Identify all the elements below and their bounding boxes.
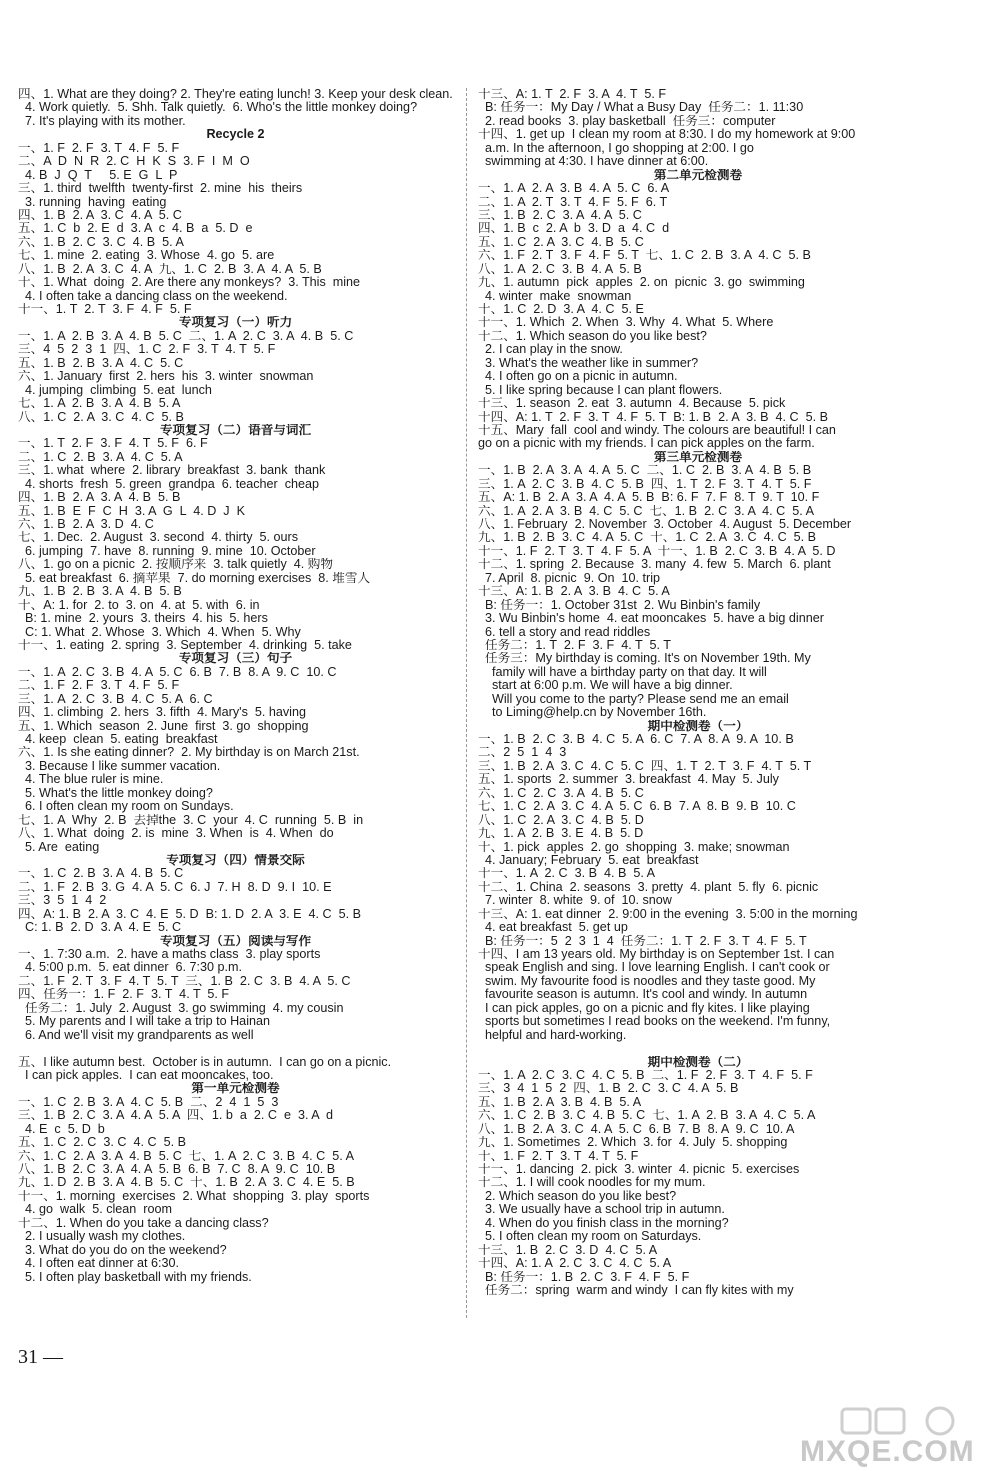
left-answer-line: 十二、1. When do you take a dancing class?	[18, 1216, 269, 1230]
left-answer-line: 四、1. What are they doing? 2. They're eating lunch! 3. Keep your desk clean.	[18, 88, 453, 101]
left-answer-line: 十一、1. eating 2. spring 3. September 4. drinking 5. take	[18, 638, 352, 652]
left-answer-line: 六、1. Is she eating dinner? 2. My birthday is on March 21st.	[18, 746, 360, 760]
left-answer-line: 4. E c 5. D b	[18, 1122, 105, 1136]
right-answer-line: 任务二：spring warm and windy I can fly kites with my	[478, 1283, 794, 1297]
left-answer-line: I can pick apples. I can eat mooncakes, too.	[18, 1068, 274, 1082]
left-answer-line: 4. B J Q T 5. E G L P	[18, 168, 178, 182]
left-answer-line: 三、4 5 2 3 1 四、1. C 2. F 3. T 4. T 5. F	[18, 343, 276, 357]
right-answer-line: 4. eat breakfast 5. get up	[478, 921, 628, 935]
left-answer-line: 三、1. A 2. C 3. B 4. C 5. A 6. C	[18, 692, 213, 706]
right-answer-line: 十三、A: 1. T 2. F 3. A 4. T 5. F	[478, 88, 667, 101]
right-answer-line: 五、A: 1. B 2. A 3. A 4. A 5. B B: 6. F 7. F 8. T 9. T 10. F	[478, 491, 820, 505]
right-answer-line: 任务三：My birthday is coming. It's on November 19th. My	[478, 652, 811, 666]
right-answer-line: 十一、1. dancing 2. pick 3. winter 4. picnic 5. exercises	[478, 1163, 800, 1176]
left-answer-line: 一、1. A 2. B 3. A 4. B 5. C 二、1. A 2. C 3. A 4. B 5. C	[18, 329, 354, 343]
right-answer-line: 二、2 5 1 4 3	[478, 746, 567, 760]
left-answer-line: 4. I often take a dancing class on the weekend.	[18, 289, 288, 303]
right-answer-line: 十四、A: 1. T 2. F 3. T 4. F 5. T B: 1. B 2. A 3. B 4. C 5. B	[478, 410, 828, 424]
right-answer-line: 2. read books 3. play basketball 任务三：computer	[478, 114, 776, 128]
right-answer-line: B: 任务一：5 2 3 1 4 任务二：1. T 2. F 3. T 4. F 5. T	[478, 934, 807, 948]
left-answer-line: 五、1. Which season 2. June first 3. go shopping	[18, 719, 309, 733]
left-answer-line: 4. jumping climbing 5. eat lunch	[18, 383, 212, 397]
right-answer-line: 3. What's the weather like in summer?	[478, 356, 699, 370]
left-answer-line: 二、1. C 2. B 3. A 4. C 5. A	[18, 450, 183, 464]
left-answer-line: 七、1. mine 2. eating 3. Whose 4. go 5. are	[18, 249, 275, 263]
right-answer-line: to Liming@help.cn by November 16th.	[478, 706, 707, 720]
section-heading: 期中检测卷（一）	[647, 719, 749, 733]
watermark-logo-icon	[840, 1405, 970, 1437]
right-answer-line: 一、1. B 2. A 3. A 4. A 5. C 二、1. C 2. B 3. A 4. B 5. B	[478, 464, 812, 478]
right-answer-line: 三、1. B 2. A 3. C 4. C 5. C 四、1. T 2. T 3. F 4. T 5. T	[478, 759, 812, 773]
left-answer-line: 5. What's the little monkey doing?	[18, 786, 213, 800]
page-number: 31 —	[18, 1346, 63, 1368]
left-answer-line: 6. jumping 7. have 8. running 9. mine 10. October	[18, 544, 316, 558]
left-answer-line: 一、1. C 2. B 3. A 4. C 5. B 二、2 4 1 5 3	[18, 1095, 279, 1109]
right-answer-line: 十三、A: 1. B 2. A 3. B 4. C 5. A	[478, 585, 670, 599]
right-answer-line: helpful and hard-working.	[478, 1028, 627, 1042]
left-answer-line: 5. My parents and I will take a trip to Hainan	[18, 1015, 270, 1029]
right-answer-line: B: 任务一：1. B 2. C 3. F 4. F 5. F	[478, 1270, 690, 1284]
right-answer-line: 5. I often clean my room on Saturdays.	[478, 1230, 702, 1244]
right-answer-line: 十、1. pick apples 2. go shopping 3. make; snowman	[478, 840, 790, 854]
right-answer-line: family will have a birthday party on that day. It will	[478, 665, 767, 679]
left-answer-line: 八、1. C 2. A 3. C 4. C 5. B	[18, 410, 184, 424]
right-answer-line: 十一、1. Which 2. When 3. Why 4. What 5. Where	[478, 316, 774, 330]
right-answer-line: 八、1. C 2. A 3. C 4. B 5. D	[478, 813, 644, 827]
right-answer-line: 十四、I am 13 years old. My birthday is on September 1st. I can	[478, 948, 835, 961]
right-answer-line: 3. We usually have a school trip in autumn.	[478, 1203, 725, 1217]
left-answer-line: 任务二：1. July 2. August 3. go swimming 4. my cousin	[18, 1001, 344, 1015]
left-answer-line: 4. shorts fresh 5. green grandpa 6. teacher cheap	[18, 477, 320, 491]
left-answer-line: 2. I usually wash my clothes.	[18, 1230, 186, 1244]
right-answer-line: 任务二：1. T 2. F 3. F 4. T 5. T	[478, 638, 671, 652]
right-answer-line: 十三、1. B 2. C 3. D 4. C 5. A	[478, 1243, 658, 1257]
right-answer-line: 十一、1. F 2. T 3. T 4. F 5. A 十一、1. B 2. C 3. B 4. A 5. D	[478, 544, 836, 558]
right-answer-line: 4. When do you finish class in the morning?	[478, 1216, 729, 1230]
right-answer-line: 五、1. C 2. A 3. C 4. B 5. C	[478, 235, 644, 249]
right-answer-line: 三、3 4 1 5 2 四、1. B 2. C 3. C 4. A 5. B	[478, 1082, 739, 1096]
left-answer-line: 三、1. what where 2. library breakfast 3. bank thank	[18, 464, 326, 478]
left-answer-line: 一、1. A 2. C 3. B 4. A 5. C 6. B 7. B 8. A 9. C 10. C	[18, 665, 337, 679]
left-answer-line: 七、1. A Why 2. B 去掉the 3. C your 4. C running 5. B in	[18, 813, 364, 827]
left-answer-line: 十、A: 1. for 2. to 3. on 4. at 5. with 6. in	[18, 598, 260, 612]
right-answer-line: 十、1. F 2. T 3. T 4. T 5. F	[478, 1149, 639, 1163]
left-answer-line: B: 1. mine 2. yours 3. theirs 4. his 5. hers	[18, 612, 268, 626]
left-answer-line: 五、1. C 2. C 3. C 4. C 5. B	[18, 1136, 186, 1150]
right-answer-line: 八、1. February 2. November 3. October 4. August 5. December	[478, 518, 852, 531]
right-answer-line: 八、1. A 2. C 3. B 4. A 5. B	[478, 262, 642, 276]
right-answer-column	[478, 88, 918, 1297]
right-answer-line: 一、1. B 2. C 3. B 4. C 5. A 6. C 7. A 8. A 9. A 10. B	[478, 733, 794, 746]
right-answer-line: 五、1. B 2. A 3. B 4. B 5. A	[478, 1095, 642, 1109]
right-answer-line: 7. April 8. picnic 9. On 10. trip	[478, 571, 660, 585]
left-answer-line: 七、1. Dec. 2. August 3. second 4. thirty 5. ours	[18, 531, 298, 545]
right-answer-line: 五、1. sports 2. summer 3. breakfast 4. May 5. July	[478, 773, 779, 787]
section-heading: 第三单元检测卷	[653, 450, 743, 464]
section-heading: 专项复习（三）句子	[178, 652, 293, 666]
left-answer-line: 3. running having eating	[18, 195, 167, 209]
left-answer-line: 5. Are eating	[18, 840, 100, 854]
right-answer-line: speak English and sing. I love learning English. I can't cook or	[478, 961, 830, 975]
right-answer-line: sports but sometimes I read books on the weekend. I'm funny,	[478, 1015, 831, 1029]
section-heading: 专项复习（二）语音与词汇	[159, 423, 312, 437]
right-answer-line: favourite season is autumn. It's cool and windy. In autumn	[478, 988, 808, 1002]
right-answer-line: B: 任务一：My Day / What a Busy Day 任务二：1. 11:30	[478, 101, 804, 115]
left-answer-line: 4. keep clean 5. eating breakfast	[18, 733, 218, 746]
right-answer-line: 四、1. B c 2. A b 3. D a 4. C d	[478, 222, 670, 236]
right-answer-line: 三、1. A 2. C 3. B 4. C 5. B 四、1. T 2. F 3. T 4. T 5. F	[478, 477, 812, 491]
right-answer-line: swimming at 4:30. I have dinner at 6:00.	[478, 155, 709, 169]
right-answer-line: 4. I often go on a picnic in autumn.	[478, 370, 678, 384]
right-answer-line: 2. I can play in the snow.	[478, 343, 623, 357]
right-answer-line: Will you come to the party? Please send me an email	[478, 692, 789, 706]
left-answer-line: 三、1. B 2. C 3. A 4. A 5. A 四、1. b a 2. C e 3. A d	[18, 1109, 334, 1123]
left-answer-line: 五、1. B 2. B 3. A 4. C 5. C	[18, 356, 184, 370]
left-answer-line: 7. It's playing with its mother.	[18, 114, 186, 128]
section-heading: 第二单元检测卷	[653, 168, 743, 182]
left-answer-line: 一、1. F 2. F 3. T 4. F 5. F	[18, 141, 180, 155]
right-answer-line: B: 任务一：1. October 31st 2. Wu Binbin's family	[478, 598, 761, 612]
right-answer-line: 4. January; February 5. eat breakfast	[478, 853, 699, 867]
right-answer-line: 十三、A: 1. eat dinner 2. 9:00 in the evening 3. 5:00 in the morning	[478, 907, 858, 921]
right-answer-line: 3. Wu Binbin's home 4. eat mooncakes 5. have a big dinner	[478, 612, 824, 626]
left-answer-line: 八、1. B 2. A 3. C 4. A 九、1. C 2. B 3. A 4. A 5. B	[18, 262, 322, 276]
left-answer-line: 二、1. F 2. T 3. F 4. T 5. T 三、1. B 2. C 3. B 4. A 5. C	[18, 974, 351, 988]
right-answer-line: 6. tell a story and read riddles	[478, 625, 651, 639]
right-answer-line: 7. winter 8. white 9. of 10. snow	[478, 894, 672, 908]
left-answer-line: 二、1. F 2. B 3. G 4. A 5. C 6. J 7. H 8. D 9. I 10. E	[18, 880, 332, 894]
left-answer-line: 六、1. B 2. C 3. C 4. B 5. A	[18, 235, 184, 249]
section-heading: Recycle 2	[206, 128, 265, 142]
section-heading: 专项复习（五）阅读与写作	[159, 934, 312, 948]
left-answer-line: 六、1. January first 2. hers his 3. winter snowman	[18, 370, 314, 384]
left-answer-line: 九、1. D 2. B 3. A 4. B 5. C 十、1. B 2. A 3. C 4. E 5. B	[18, 1176, 355, 1190]
left-answer-line: 三、1. third twelfth twenty-first 2. mine his theirs	[18, 182, 303, 196]
left-answer-line: 六、1. C 2. A 3. A 4. B 5. C 七、1. A 2. C 3. B 4. C 5. A	[18, 1149, 354, 1163]
left-answer-line: 四、1. B 2. A 3. A 4. B 5. B	[18, 491, 181, 505]
left-answer-line: 6. And we'll visit my grandparents as well	[18, 1028, 254, 1042]
left-answer-line: 七、1. A 2. B 3. A 4. B 5. A	[18, 397, 181, 411]
left-answer-line: 一、1. C 2. B 3. A 4. B 5. C	[18, 867, 184, 881]
right-answer-line: 十二、1. I will cook noodles for my mum.	[478, 1176, 706, 1190]
left-answer-line: 四、1. B 2. A 3. C 4. A 5. C	[18, 208, 182, 222]
right-answer-line: I can pick apples, go on a picnic and fly kites. I like playing	[478, 1001, 810, 1015]
left-answer-line: 五、1. C b 2. E d 3. A c 4. B a 5. D e	[18, 222, 253, 236]
section-heading: 第一单元检测卷	[191, 1082, 280, 1096]
left-answer-line: 5. I often play basketball with my friends.	[18, 1270, 252, 1284]
right-answer-line: 十三、1. season 2. eat 3. autumn 4. Because 5. pick	[478, 397, 786, 411]
right-answer-line: swim. My favourite food is noodles and they taste good. My	[478, 974, 816, 988]
right-answer-line: a.m. In the afternoon, I go shopping at 2:00. I go	[478, 141, 754, 155]
right-answer-line: 十四、A: 1. A 2. C 3. C 4. C 5. A	[478, 1257, 672, 1271]
right-answer-line: 十五、Mary fall cool and windy. The colours are beautiful! I can	[478, 423, 836, 437]
right-answer-line: 一、1. A 2. A 3. B 4. A 5. C 6. A	[478, 182, 670, 196]
left-answer-line: 十一、1. morning exercises 2. What shopping 3. play sports	[18, 1189, 370, 1203]
section-heading: 专项复习（一）听力	[178, 316, 293, 330]
left-answer-line: 六、1. B 2. A 3. D 4. C	[18, 518, 154, 531]
right-answer-line: 三、1. B 2. C 3. A 4. A 5. C	[478, 208, 642, 222]
left-answer-line: 五、I like autumn best. October is in autumn. I can go on a picnic.	[18, 1055, 392, 1069]
left-answer-line: 二、A D N R 2. C H K S 3. F I M O	[18, 155, 250, 169]
left-answer-line: 十一、1. T 2. T 3. F 4. F 5. F	[18, 303, 192, 316]
right-answer-line: 十四、1. get up I clean my room at 8:30. I do my homework at 9:00	[478, 128, 856, 142]
right-answer-line: 九、1. B 2. B 3. C 4. A 5. C 十、1. C 2. A 3. C 4. C 5. B	[478, 531, 817, 545]
right-answer-line: 十二、1. Which season do you like best?	[478, 329, 707, 343]
right-answer-line: 六、1. F 2. T 3. F 4. F 5. T 七、1. C 2. B 3. A 4. C 5. B	[478, 249, 811, 263]
right-answer-line: 一、1. A 2. C 3. C 4. C 5. B 二、1. F 2. F 3. T 4. F 5. F	[478, 1068, 813, 1082]
right-answer-line: 六、1. A 2. A 3. B 4. C 5. C 七、1. B 2. C 3. A 4. C 5. A	[478, 504, 814, 518]
right-answer-line: 5. I like spring because I can plant flowers.	[478, 383, 723, 397]
right-answer-line: 六、1. C 2. B 3. C 4. B 5. C 七、1. A 2. B 3. A 4. C 5. A	[478, 1109, 816, 1123]
watermark	[800, 1405, 980, 1468]
left-answer-line	[18, 1042, 453, 1055]
right-answer-line: 十二、1. spring 2. Because 3. many 4. few 5. March 6. plant	[478, 558, 831, 572]
right-answer-line: 九、1. A 2. B 3. E 4. B 5. D	[478, 827, 644, 841]
left-answer-line: 四、任务一：1. F 2. F 3. T 4. T 5. F	[18, 988, 230, 1002]
right-answer-line: 2. Which season do you like best?	[478, 1189, 677, 1203]
left-answer-line: 4. Work quietly. 5. Shh. Talk quietly. 6. Who's the little monkey doing?	[18, 101, 418, 115]
right-answer-line	[478, 1042, 918, 1055]
left-answer-line: C: 1. B 2. D 3. A 4. E 5. C	[18, 921, 182, 935]
left-answer-line: 4. I often eat dinner at 6:30.	[18, 1257, 180, 1271]
left-answer-line: 八、1. What doing 2. is mine 3. When is 4. When do	[18, 827, 334, 841]
right-answer-line: 六、1. C 2. C 3. A 4. B 5. C	[478, 786, 644, 800]
right-answer-line: 十二、1. China 2. seasons 3. pretty 4. plant 5. fly 6. picnic	[478, 880, 819, 894]
left-answer-line: 八、1. go on a picnic 2. 按顺序来 3. talk quietly 4. 购物	[18, 558, 333, 572]
left-answer-line: 3. What do you do on the weekend?	[18, 1243, 227, 1257]
section-heading: 期中检测卷（二）	[647, 1055, 749, 1069]
left-answer-line: 十、1. What doing 2. Are there any monkeys? 3. This mine	[18, 276, 361, 290]
right-answer-line: 九、1. autumn pick apples 2. on picnic 3. go swimming	[478, 276, 805, 290]
right-answer-line: 二、1. A 2. T 3. T 4. F 5. F 6. T	[478, 195, 668, 209]
right-answer-line: start at 6:00 p.m. We will have a big dinner.	[478, 679, 733, 693]
left-answer-line: 4. The blue ruler is mine.	[18, 773, 164, 787]
left-answer-line: 3. Because I like summer vacation.	[18, 759, 221, 773]
left-answer-line: 6. I often clean my room on Sundays.	[18, 800, 234, 814]
watermark-text: MXQE.COM	[800, 1435, 975, 1468]
right-answer-line: 七、1. C 2. A 3. C 4. A 5. C 6. B 7. A 8. B 9. B 10. C	[478, 800, 796, 814]
right-answer-line: 九、1. Sometimes 2. Which 3. for 4. July 5. shopping	[478, 1136, 788, 1150]
right-answer-line: 八、1. B 2. A 3. C 4. A 5. C 6. B 7. B 8. A 9. C 10. A	[478, 1122, 795, 1136]
left-answer-line: 4. 5:00 p.m. 5. eat dinner 6. 7:30 p.m.	[18, 961, 243, 975]
left-answer-line: 二、1. F 2. F 3. T 4. F 5. F	[18, 679, 180, 693]
right-answer-line: 十一、1. A 2. C 3. B 4. B 5. A	[478, 867, 656, 881]
left-answer-line: 5. eat breakfast 6. 摘苹果 7. do morning exercises 8. 堆雪人	[18, 571, 371, 585]
left-answer-line: C: 1. What 2. Whose 3. Which 4. When 5. Why	[18, 625, 301, 639]
left-answer-line: 五、1. B E F C H 3. A G L 4. D J K	[18, 504, 245, 518]
left-answer-line: 一、1. 7:30 a.m. 2. have a maths class 3. play sports	[18, 948, 321, 961]
left-answer-line: 一、1. T 2. F 3. F 4. T 5. F 6. F	[18, 437, 208, 451]
right-answer-line: 4. winter make snowman	[478, 289, 632, 303]
left-answer-line: 三、3 5 1 4 2	[18, 894, 107, 908]
right-answer-line: go on a picnic with my friends. I can pick apples on the farm.	[478, 437, 815, 451]
left-answer-line: 4. go walk 5. clean room	[18, 1203, 172, 1217]
right-answer-line: 十、1. C 2. D 3. A 4. C 5. E	[478, 303, 644, 316]
left-answer-line: 八、1. B 2. C 3. A 4. A 5. B 6. B 7. C 8. A 9. C 10. B	[18, 1163, 336, 1176]
left-answer-line: 四、1. climbing 2. hers 3. fifth 4. Mary's 5. having	[18, 706, 306, 720]
left-answer-column	[18, 88, 453, 1284]
left-answer-line: 九、1. B 2. B 3. A 4. B 5. B	[18, 585, 182, 599]
left-answer-line: 四、A: 1. B 2. A 3. C 4. E 5. D B: 1. D 2. A 3. E 4. C 5. B	[18, 907, 361, 921]
section-heading: 专项复习（四）情景交际	[166, 853, 305, 867]
column-divider	[466, 88, 467, 1318]
